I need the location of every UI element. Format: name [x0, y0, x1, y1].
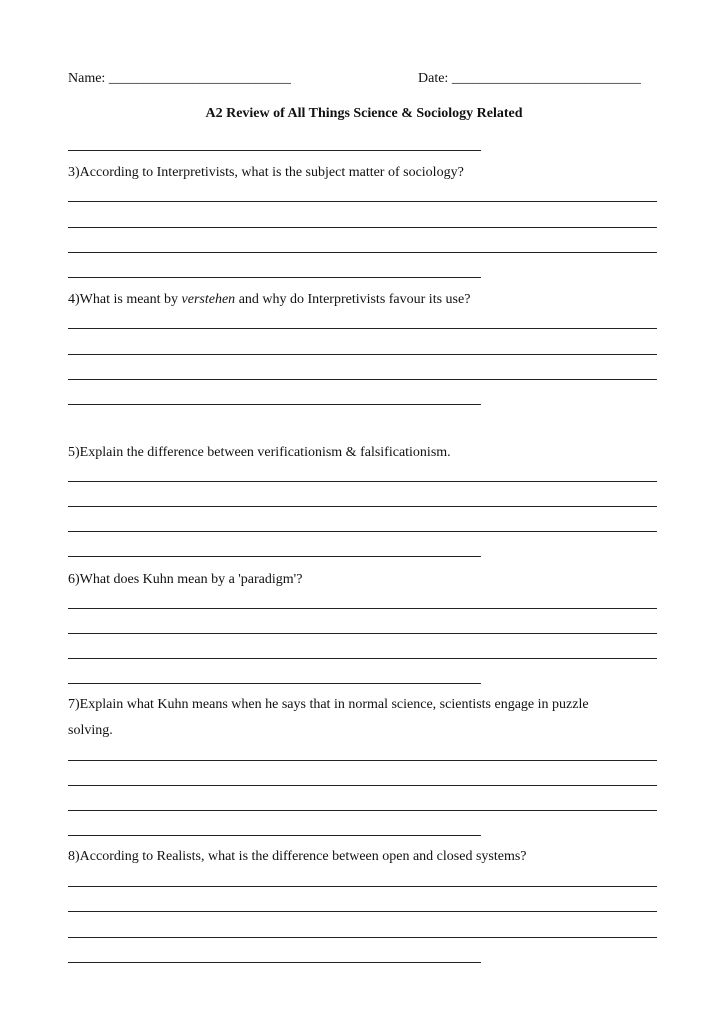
question-6: 6)What does Kuhn mean by a 'paradigm'?	[68, 572, 303, 587]
date-label: Date:	[418, 71, 452, 86]
answer-line[interactable]	[68, 227, 657, 228]
answer-line[interactable]	[68, 683, 481, 684]
answer-line[interactable]	[68, 760, 657, 761]
answer-line[interactable]	[68, 962, 481, 963]
answer-line[interactable]	[68, 608, 657, 609]
answer-line[interactable]	[68, 633, 657, 634]
name-field[interactable]	[68, 71, 291, 87]
answer-line[interactable]	[68, 379, 657, 380]
question-7-line2: solving.	[68, 723, 113, 738]
question-4	[68, 292, 470, 308]
answer-line[interactable]	[68, 404, 481, 405]
answer-line[interactable]	[68, 785, 657, 786]
question-8: 8)According to Realists, what is the difference between open and closed systems?	[68, 849, 527, 864]
answer-line[interactable]	[68, 937, 657, 938]
question-4-post: and why do Interpretivists favour its use?	[235, 292, 471, 307]
answer-line[interactable]	[68, 150, 481, 151]
answer-line[interactable]	[68, 886, 657, 887]
question-4-italic: verstehen	[181, 292, 236, 307]
question-4-pre: 4)What is meant by	[68, 292, 182, 307]
answer-line[interactable]	[68, 201, 657, 202]
answer-line[interactable]	[68, 328, 657, 329]
answer-line[interactable]	[68, 506, 657, 507]
date-field[interactable]	[418, 71, 641, 87]
answer-line[interactable]	[68, 531, 657, 532]
answer-line[interactable]	[68, 835, 481, 836]
answer-line[interactable]	[68, 556, 481, 557]
question-5: 5)Explain the difference between verificationism & falsificationism.	[68, 445, 451, 460]
answer-line[interactable]	[68, 658, 657, 659]
answer-line[interactable]	[68, 277, 481, 278]
date-blank[interactable]: ___________________________	[451, 71, 641, 86]
question-7: 7)Explain what Kuhn means when he says that in normal science, scientists engage in puzzle	[68, 697, 589, 712]
page-title: A2 Review of All Things Science & Sociology Related	[205, 106, 523, 121]
answer-line[interactable]	[68, 810, 657, 811]
name-blank[interactable]: __________________________	[108, 71, 291, 86]
answer-line[interactable]	[68, 252, 657, 253]
answer-line[interactable]	[68, 354, 657, 355]
answer-line[interactable]	[68, 911, 657, 912]
answer-line[interactable]	[68, 481, 657, 482]
name-label: Name:	[68, 71, 109, 86]
question-3: 3)According to Interpretivists, what is the subject matter of sociology?	[68, 165, 464, 180]
